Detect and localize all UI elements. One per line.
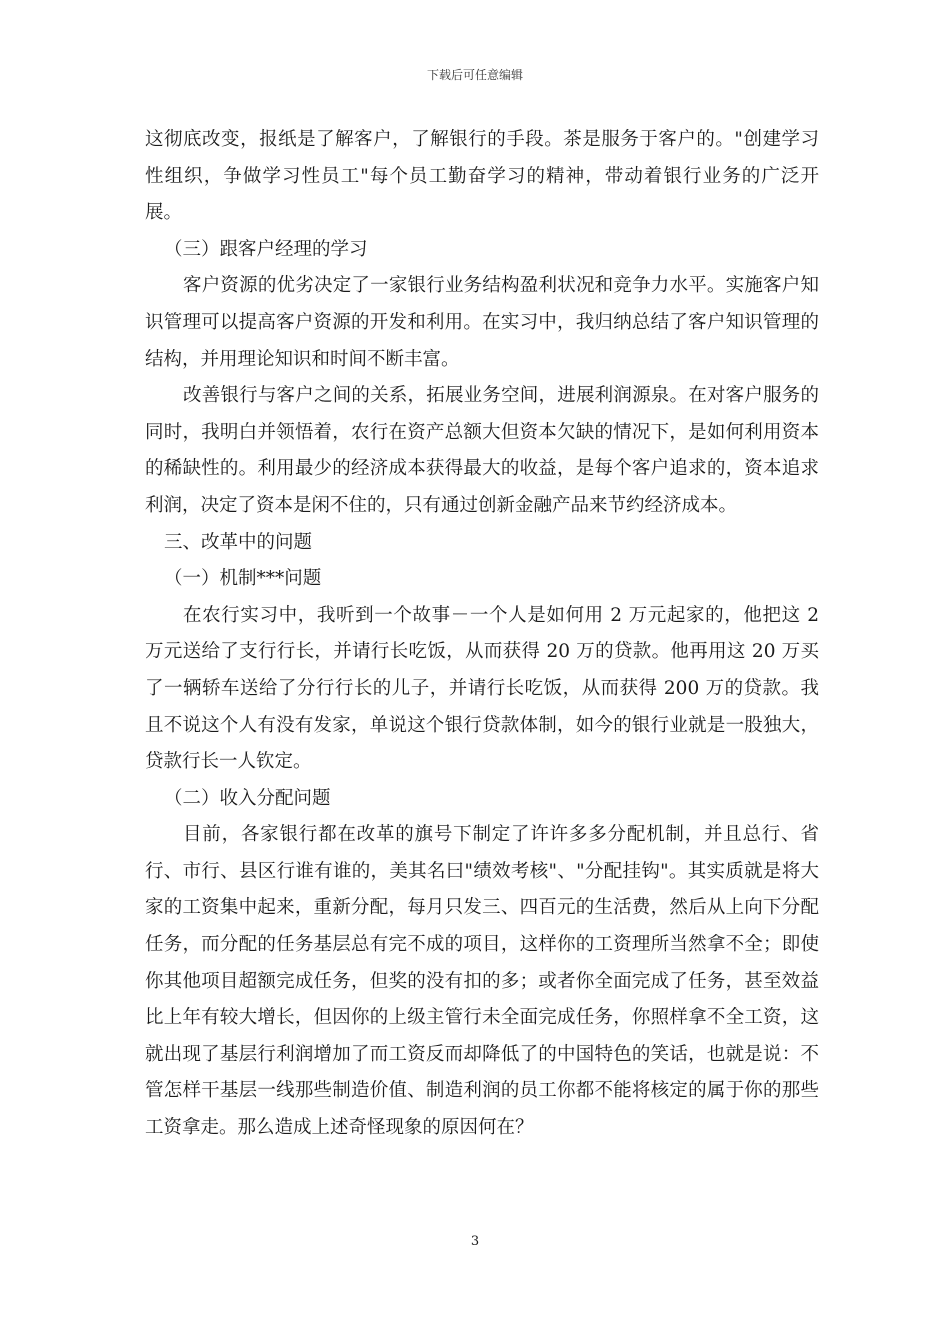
- subheading-mechanism-issue: （一）机制***问题: [164, 568, 322, 590]
- section-heading-reform-issues: 三、改革中的问题: [164, 531, 313, 553]
- subheading-customer-manager-learning: （三）跟客户经理的学习: [164, 238, 368, 260]
- paragraph-loan-story: 在农行实习中，我听到一个故事－一个人是如何用 2 万元起家的，他把这 2 万元送给了支行行长，并请行长吃饭，从而获得 20 万的贷款。他再用这 20 万买了一辆轿车送给了分行行长的儿子，并请行长吃饭，从而获得 200 万的贷款。我且不说这个人有没有发家，单说这个银行贷款体制，如今的银行业就是一股独大，贷款行长一人钦定。: [145, 604, 819, 773]
- page-header-note: 下载后可任意编辑: [426, 68, 523, 82]
- paragraph-continuation: 这彻底改变，报纸是了解客户，了解银行的手段。茶是服务于客户的。"创建学习性组织，争做学习性员工"每个员工勤奋学习的精神，带动着银行业务的广泛开展。: [145, 129, 819, 224]
- paragraph-income-distribution: 目前，各家银行都在改革的旗号下制定了许许多多分配机制，并且总行、省行、市行、县区行谁有谁的，美其名曰"绩效考核"、"分配挂钩"。其实质就是将大家的工资集中起来，重新分配，每月只发三、四百元的生活费，然后从上向下分配任务，而分配的任务基层总有完不成的项目，这样你的工资理所当然拿不全；即使你其他项目超额完成任务，但奖的没有扣的多；或者你全面完成了任务，甚至效益比上年有较大增长，但因你的上级主管行未全面完成任务，你照样拿不全工资，这就出现了基层行利润增加了而工资反而却降低了的中国特色的笑话，也就是说：不管怎样干基层一线那些制造价值、制造利润的员工你都不能将核定的属于你的那些工资拿走。那么造成上述奇怪现象的原因何在？: [145, 824, 819, 1139]
- paragraph-customer-knowledge: 客户资源的优劣决定了一家银行业务结构盈利状况和竞争力水平。实施客户知识管理可以提高客户资源的开发和利用。在实习中，我归纳总结了客户知识管理的结构，并用理论知识和时间不断丰富。: [145, 275, 819, 370]
- paragraph-bank-customer-relations: 改善银行与客户之间的关系，拓展业务空间，进展利润源泉。在对客户服务的同时，我明白并领悟着，农行在资产总额大但资本欠缺的情况下，是如何利用资本的稀缺性的。利用最少的经济成本获得最大的收益，是每个客户追求的，资本追求利润，决定了资本是闲不住的，只有通过创新金融产品来节约经济成本。: [145, 385, 819, 516]
- subheading-income-distribution: （二）收入分配问题: [164, 787, 331, 809]
- document-body: [145, 122, 819, 1147]
- page-number: 3: [470, 1234, 480, 1249]
